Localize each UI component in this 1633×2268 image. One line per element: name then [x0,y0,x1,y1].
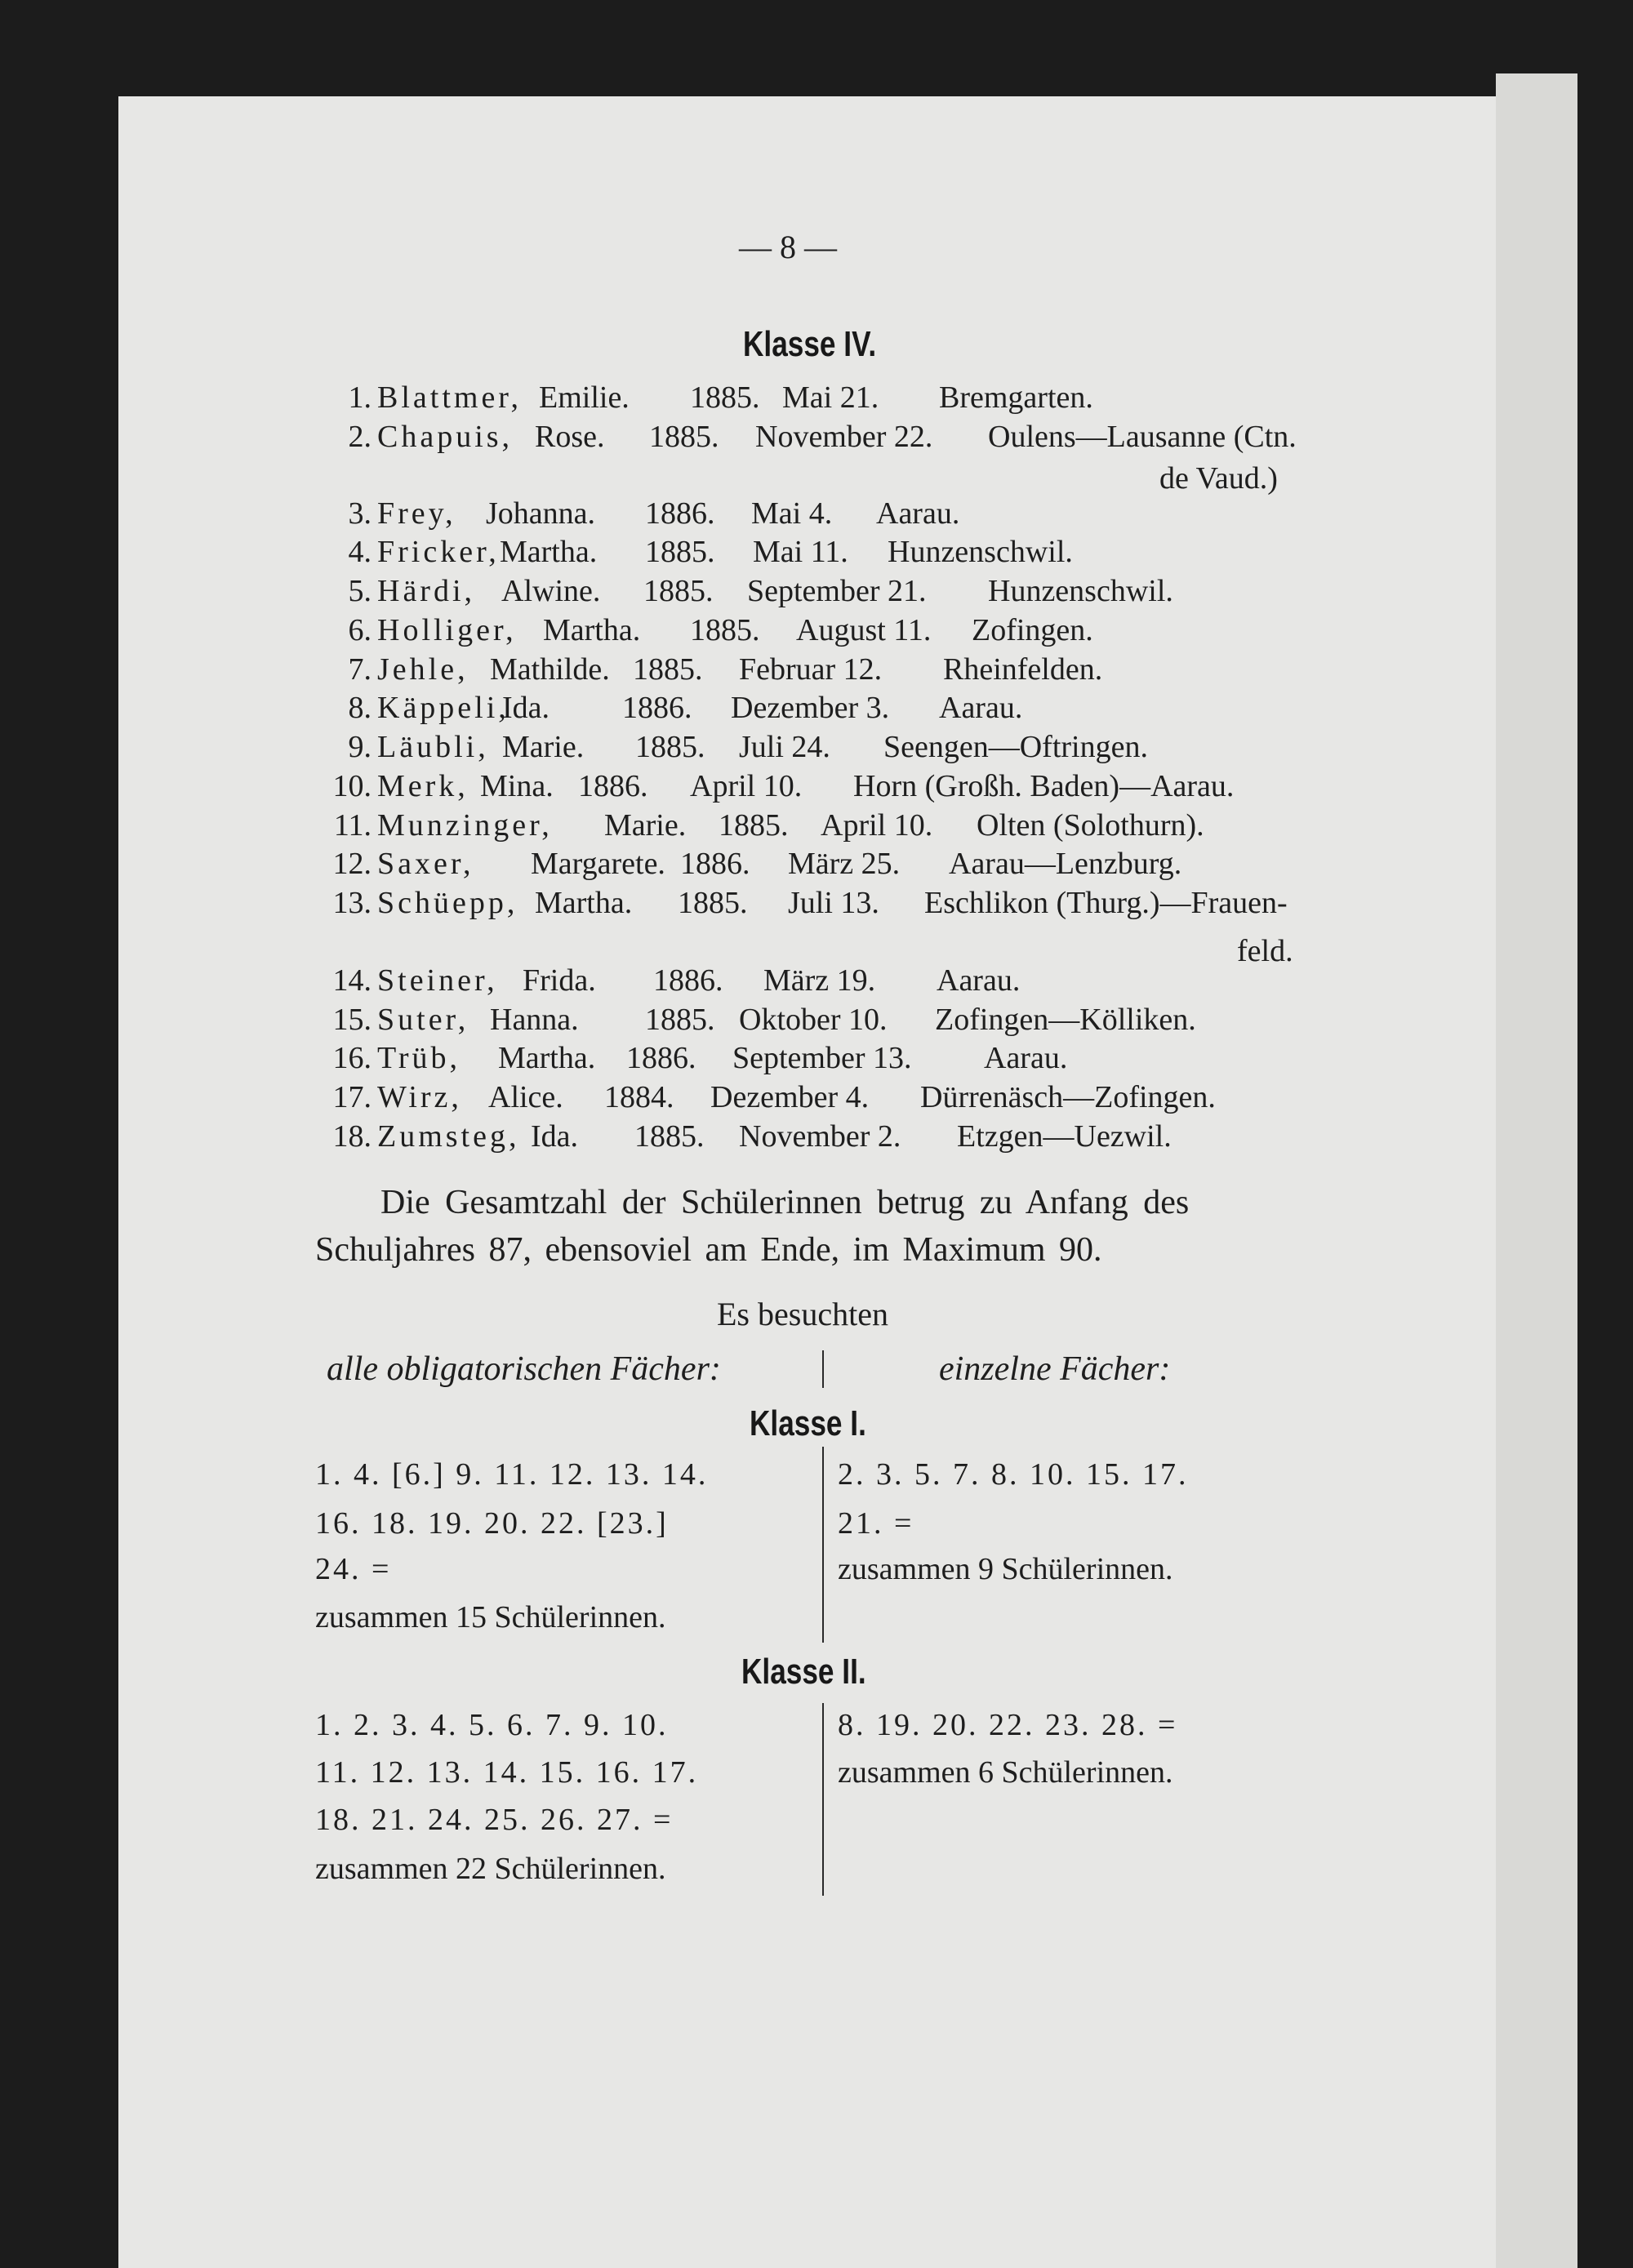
student-place: Zofingen. [972,613,1093,647]
student-first: Martha. [498,1041,596,1075]
student-number: 18. [332,1119,372,1154]
student-place: Rheinfelden. [943,652,1103,687]
student-place: Horn (Großh. Baden)—Aarau. [853,769,1235,803]
student-number: 6. [348,613,372,647]
klasse-ii-left-1: 1. 2. 3. 4. 5. 6. 7. 9. 10. [315,1708,669,1742]
student-year: 1885. [635,730,705,764]
student-name: Käppeli, [377,691,509,725]
student-name: Holliger, [377,613,517,647]
student-year: 1885. [678,886,748,920]
student-date: März 19. [763,963,876,998]
student-year: 1886. [626,1041,696,1075]
student-first: Alice. [488,1080,563,1114]
student-name: Härdi, [377,574,476,608]
student-first: Martha. [535,886,633,920]
student-first: Martha. [543,613,641,647]
student-place: Dürrenäsch—Zofingen. [920,1080,1216,1114]
student-number: 12. [332,847,372,881]
student-date: April 10. [821,808,933,843]
student-number: 7. [348,652,372,687]
besuchten-heading: Es besuchten [717,1296,888,1332]
klasse-i-divider [822,1447,824,1643]
klasse-i-right-1: 2. 3. 5. 7. 8. 10. 15. 17. [838,1457,1189,1492]
student-number: 11. [333,808,372,843]
student-name: Jehle, [377,652,469,687]
student-date: September 13. [732,1041,912,1075]
student-name: Suter, [377,1003,469,1037]
student-date: November 22. [755,420,933,454]
summary-line-1: Die Gesamtzahl der Schülerinnen betrug zu Anfang des [380,1184,1190,1221]
student-place: Aarau. [939,691,1023,725]
student-date: April 10. [690,769,803,803]
student-first: Hanna. [490,1003,579,1037]
student-first: Frida. [523,963,596,998]
student-first: Margarete. [531,847,665,881]
student-first: Johanna. [486,496,596,531]
klasse-i-left-3: 24. = [315,1552,392,1586]
student-first: Mathilde. [490,652,610,687]
left-column-heading: alle obligatorischen Fächer: [327,1350,721,1388]
student-date: Juli 13. [788,886,879,920]
student-number: 3. [348,496,372,531]
student-number: 4. [348,535,372,569]
student-place: Aarau—Lenzburg. [949,847,1182,881]
student-number: 17. [332,1080,372,1114]
student-number: 1. [348,380,372,415]
klasse-i-right-2: 21. = [838,1506,914,1541]
student-name: Wirz, [377,1080,462,1114]
student-year: 1884. [604,1080,674,1114]
student-place: Olten (Solothurn). [977,808,1204,843]
student-place: Seengen—Oftringen. [883,730,1148,764]
continuation-line-13: feld. [1237,934,1293,968]
student-date: Mai 21. [782,380,879,415]
student-first: Martha. [500,535,598,569]
student-year: 1885. [719,808,789,843]
student-name: Fricker, [377,535,500,569]
student-date: Juli 24. [739,730,830,764]
student-first: Ida. [531,1119,579,1154]
student-date: Februar 12. [739,652,883,687]
next-page-edge [1496,73,1577,2268]
student-year: 1885. [633,652,703,687]
continuation-line-2: de Vaud.) [1159,461,1278,496]
student-first: Marie. [502,730,585,764]
student-number: 8. [348,691,372,725]
student-place: Oulens—Lausanne (Ctn. [988,420,1297,454]
student-year: 1885. [645,1003,715,1037]
student-first: Marie. [604,808,687,843]
student-date: Dezember 3. [731,691,890,725]
klasse-ii-right-1: 8. 19. 20. 22. 23. 28. = [838,1708,1178,1742]
student-place: Etzgen—Uezwil. [957,1119,1172,1154]
student-year: 1885. [690,380,760,415]
student-number: 2. [348,420,372,454]
klasse-i-left-2: 16. 18. 19. 20. 22. [23.] [315,1506,669,1541]
student-date: Oktober 10. [739,1003,888,1037]
student-number: 9. [348,730,372,764]
klasse-ii-title: Klasse II. [741,1652,866,1692]
student-place: Aarau. [937,963,1021,998]
student-date: Mai 4. [751,496,833,531]
student-place: Aarau. [984,1041,1068,1075]
klasse-ii-left-2: 11. 12. 13. 14. 15. 16. 17. [315,1755,699,1790]
student-date: Mai 11. [753,535,848,569]
student-name: Munzinger, [377,808,553,843]
student-place: Hunzenschwil. [888,535,1073,569]
klasse-iv-title: Klasse IV. [743,324,877,364]
student-first: Rose. [535,420,605,454]
student-date: Dezember 4. [710,1080,870,1114]
student-year: 1886. [578,769,648,803]
student-name: Saxer, [377,847,474,881]
student-name: Zumsteg, [377,1119,520,1154]
page-number: — 8 — [739,229,837,265]
student-first: Ida. [502,691,550,725]
student-place: Eschlikon (Thurg.)—Frauen- [924,886,1288,920]
klasse-i-right-3: zusammen 9 Schülerinnen. [838,1552,1173,1586]
klasse-i-title: Klasse I. [750,1403,866,1443]
klasse-ii-left-4: zusammen 22 Schülerinnen. [315,1852,666,1886]
student-year: 1885. [690,613,760,647]
student-number: 15. [332,1003,372,1037]
student-first: Emilie. [539,380,630,415]
student-year: 1886. [645,496,715,531]
student-year: 1885. [643,574,714,608]
student-first: Alwine. [501,574,601,608]
student-number: 10. [332,769,372,803]
student-year: 1886. [622,691,692,725]
student-name: Läubli, [377,730,489,764]
right-column-heading: einzelne Fächer: [939,1350,1171,1388]
student-year: 1886. [653,963,723,998]
klasse-i-left-1: 1. 4. [6.] 9. 11. 12. 13. 14. [315,1457,709,1492]
student-number: 13. [332,886,372,920]
student-place: Aarau. [876,496,960,531]
student-name: Merk, [377,769,469,803]
klasse-ii-divider [822,1703,824,1896]
student-place: Zofingen—Kölliken. [935,1003,1196,1037]
student-name: Schüepp, [377,886,518,920]
klasse-ii-left-3: 18. 21. 24. 25. 26. 27. = [315,1803,674,1837]
student-first: Mina. [480,769,554,803]
summary-line-2: Schuljahres 87, ebensoviel am Ende, im Maximum 90. [315,1231,1102,1269]
heading-divider [822,1350,824,1388]
student-date: November 2. [739,1119,901,1154]
student-name: Steiner, [377,963,498,998]
student-year: 1885. [645,535,715,569]
student-date: März 25. [788,847,901,881]
student-name: Blattmer, [377,380,522,415]
student-number: 16. [332,1041,372,1075]
student-date: September 21. [747,574,927,608]
student-place: Bremgarten. [939,380,1093,415]
student-place: Hunzenschwil. [988,574,1173,608]
student-year: 1885. [634,1119,705,1154]
klasse-ii-right-2: zusammen 6 Schülerinnen. [838,1755,1173,1790]
student-number: 14. [332,963,372,998]
student-name: Trüb, [377,1041,461,1075]
klasse-i-left-4: zusammen 15 Schülerinnen. [315,1600,666,1634]
student-name: Chapuis, [377,420,514,454]
student-year: 1886. [680,847,750,881]
student-number: 5. [348,574,372,608]
student-year: 1885. [649,420,719,454]
student-date: August 11. [796,613,932,647]
student-name: Frey, [377,496,456,531]
